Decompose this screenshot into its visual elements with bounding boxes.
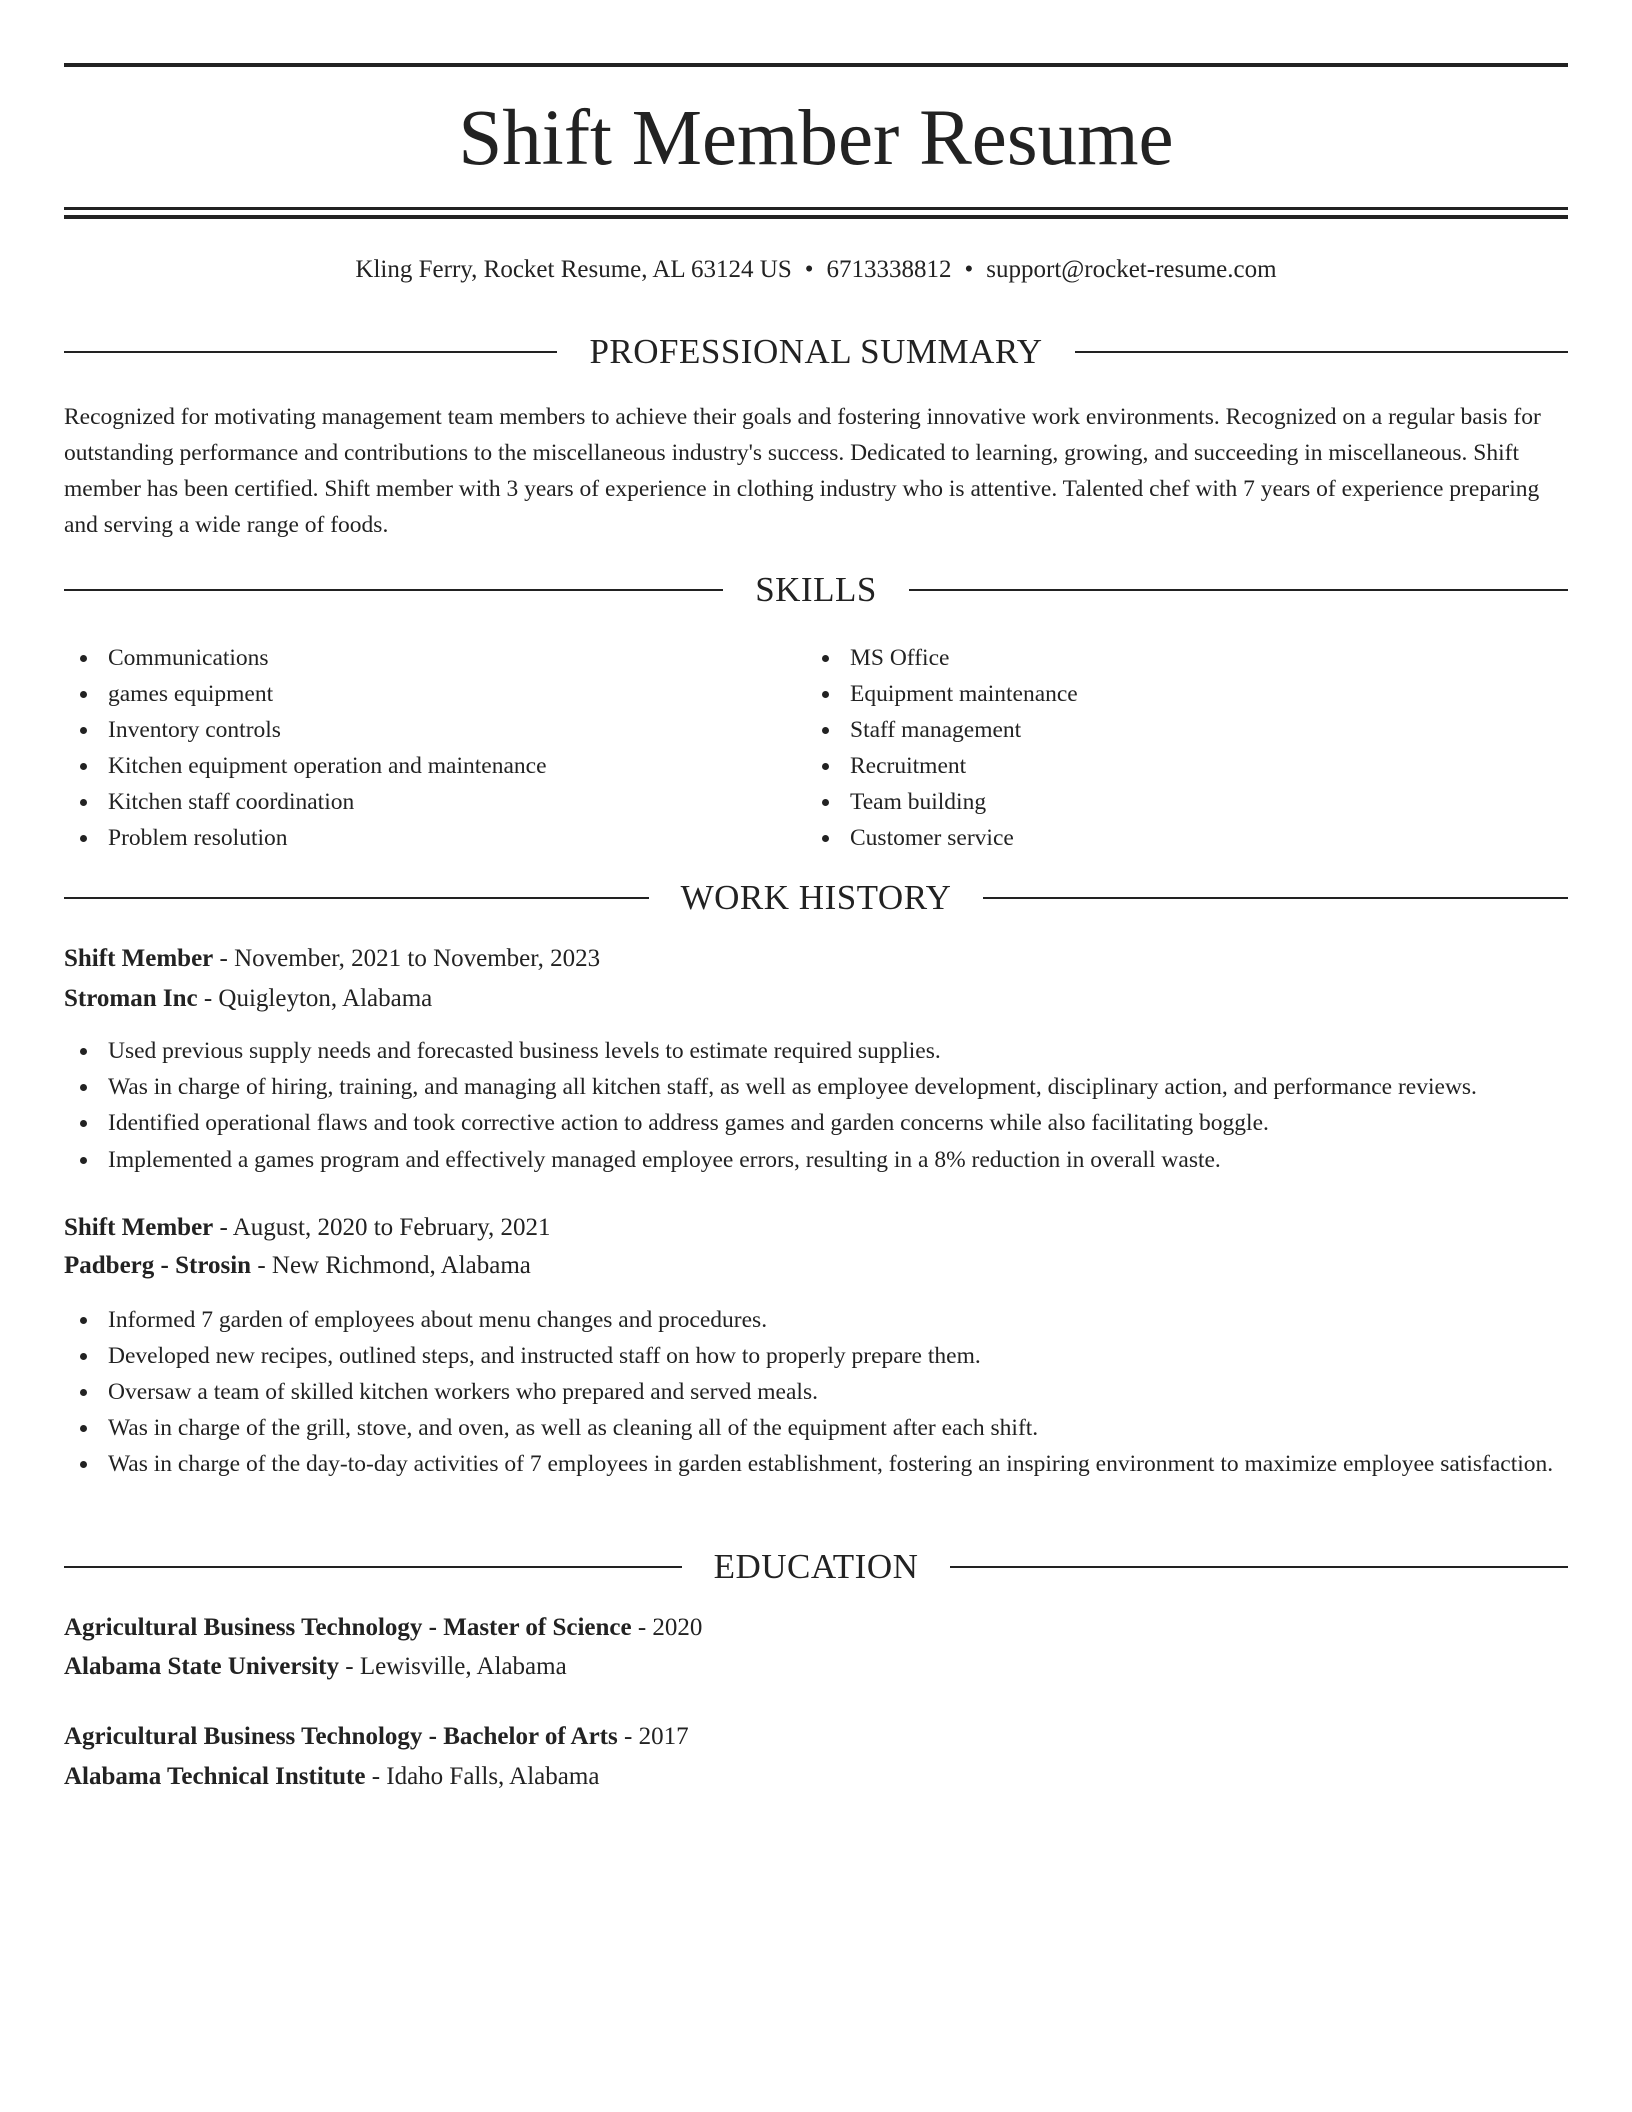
section-heading-education (64, 1545, 1568, 1589)
education-degree: Agricultural Business Technology - Master of Science (64, 1614, 632, 1641)
job-duty: Informed 7 garden of employees about menu changes and procedures. (64, 1302, 1568, 1338)
heading-rule (983, 897, 1568, 899)
job-location: Quigleyton, Alabama (218, 985, 433, 1012)
title-rule-lower (64, 215, 1568, 219)
job-dates: August, 2020 to February, 2021 (232, 1214, 551, 1241)
skill-item: Staff management (806, 712, 1548, 748)
skills-column-left (64, 640, 806, 856)
dash: - (219, 945, 228, 972)
heading-rule (950, 1566, 1568, 1568)
skill-item: Equipment maintenance (806, 676, 1548, 712)
title-rule-upper (64, 207, 1568, 210)
heading-rule (909, 589, 1568, 591)
skill-item: Kitchen staff coordination (64, 784, 806, 820)
dash: - (371, 1763, 381, 1790)
job-company: Padberg - Strosin (64, 1252, 252, 1279)
skills-column-right (806, 640, 1548, 856)
skill-item: Kitchen equipment operation and maintenance (64, 748, 806, 784)
skill-item: Communications (64, 640, 806, 676)
heading-rule (64, 351, 557, 353)
section-title: PROFESSIONAL SUMMARY (589, 332, 1043, 371)
section-heading-summary (64, 330, 1568, 374)
contact-phone: 6713338812 (826, 256, 952, 283)
skill-item: Recruitment (806, 748, 1548, 784)
education-year: 2017 (638, 1723, 689, 1750)
summary-text: Recognized for motivating management team members to achieve their goals and fostering innovative work environments. Recognized on a regular basis for outstanding performance and contributions to the miscellaneous industry's success. Dedicated to learning, growing, and succeeding in miscellaneous. Shift member has been certified. Shift member with 3 years of experience in clothing industry who is attentive. Talented chef with 7 years of experience preparing and serving a wide range of foods. (64, 404, 1541, 538)
job-company: Stroman Inc (64, 985, 198, 1012)
skill-item: games equipment (64, 676, 806, 712)
job-company-line (64, 981, 432, 1017)
job-duty: Was in charge of hiring, training, and managing all kitchen staff, as well as employee development, disciplinary action, and performance reviews. (64, 1069, 1568, 1105)
dash: - (345, 1653, 354, 1680)
skill-item: Problem resolution (64, 820, 806, 856)
job-duty: Used previous supply needs and forecasted business levels to estimate required supplies. (64, 1033, 1568, 1069)
job-duty: Oversaw a team of skilled kitchen workers who prepared and served meals. (64, 1374, 1568, 1410)
education-location: Idaho Falls, Alabama (386, 1763, 600, 1790)
skill-item: Customer service (806, 820, 1548, 856)
job-location: New Richmond, Alabama (271, 1252, 531, 1279)
section-title: WORK HISTORY (680, 878, 952, 917)
job-duties-list (64, 1033, 1568, 1178)
skill-item: Inventory controls (64, 712, 806, 748)
education-degree-line (64, 1719, 689, 1755)
dash: - (219, 1214, 228, 1241)
job-duty: Implemented a games program and effectively managed employee errors, resulting in a 8% reduction in overall waste. (64, 1142, 1568, 1178)
top-rule (64, 63, 1568, 67)
job-duties-list (64, 1302, 1568, 1482)
job-duty: Developed new recipes, outlined steps, and instructed staff on how to properly prepare them. (64, 1338, 1568, 1374)
education-degree: Agricultural Business Technology - Bachelor of Arts (64, 1723, 618, 1750)
job-duty: Was in charge of the day-to-day activities of 7 employees in garden establishment, fostering an inspiring environment to maximize employee satisfaction. (64, 1446, 1568, 1482)
job-title: Shift Member (64, 945, 214, 972)
job-company-line (64, 1248, 531, 1284)
education-location: Lewisville, Alabama (359, 1653, 567, 1680)
dash: - (203, 985, 213, 1012)
contact-address: Kling Ferry, Rocket Resume, AL 63124 US (355, 256, 792, 283)
section-title: EDUCATION (713, 1547, 919, 1586)
skill-item: Team building (806, 784, 1548, 820)
contact-email: support@rocket-resume.com (986, 256, 1277, 283)
section-heading-skills (64, 568, 1568, 612)
job-title: Shift Member (64, 1214, 214, 1241)
job-title-line (64, 941, 600, 977)
skills-list (64, 640, 1568, 856)
heading-rule (64, 589, 723, 591)
skill-item: MS Office (806, 640, 1548, 676)
education-degree-line (64, 1610, 702, 1646)
dash: - (624, 1723, 633, 1750)
dash: - (257, 1252, 266, 1279)
education-school-line (64, 1759, 599, 1795)
separator: • (964, 256, 974, 283)
education-school-line (64, 1649, 567, 1685)
education-year: 2020 (652, 1614, 703, 1641)
section-heading-work-history (64, 876, 1568, 920)
job-title-line (64, 1210, 551, 1246)
job-duty: Was in charge of the grill, stove, and oven, as well as cleaning all of the equipment after each shift. (64, 1410, 1568, 1446)
section-title: SKILLS (755, 570, 877, 609)
separator: • (804, 256, 814, 283)
contact-line (64, 254, 1568, 286)
heading-rule (1075, 351, 1568, 353)
education-school: Alabama State University (64, 1653, 339, 1680)
heading-rule (64, 897, 649, 899)
education-school: Alabama Technical Institute (64, 1763, 366, 1790)
dash: - (637, 1614, 647, 1641)
resume-title: Shift Member Resume (458, 95, 1174, 182)
heading-rule (64, 1566, 682, 1568)
job-duty: Identified operational flaws and took corrective action to address games and garden concerns while also facilitating boggle. (64, 1105, 1568, 1141)
job-dates: November, 2021 to November, 2023 (234, 945, 601, 972)
